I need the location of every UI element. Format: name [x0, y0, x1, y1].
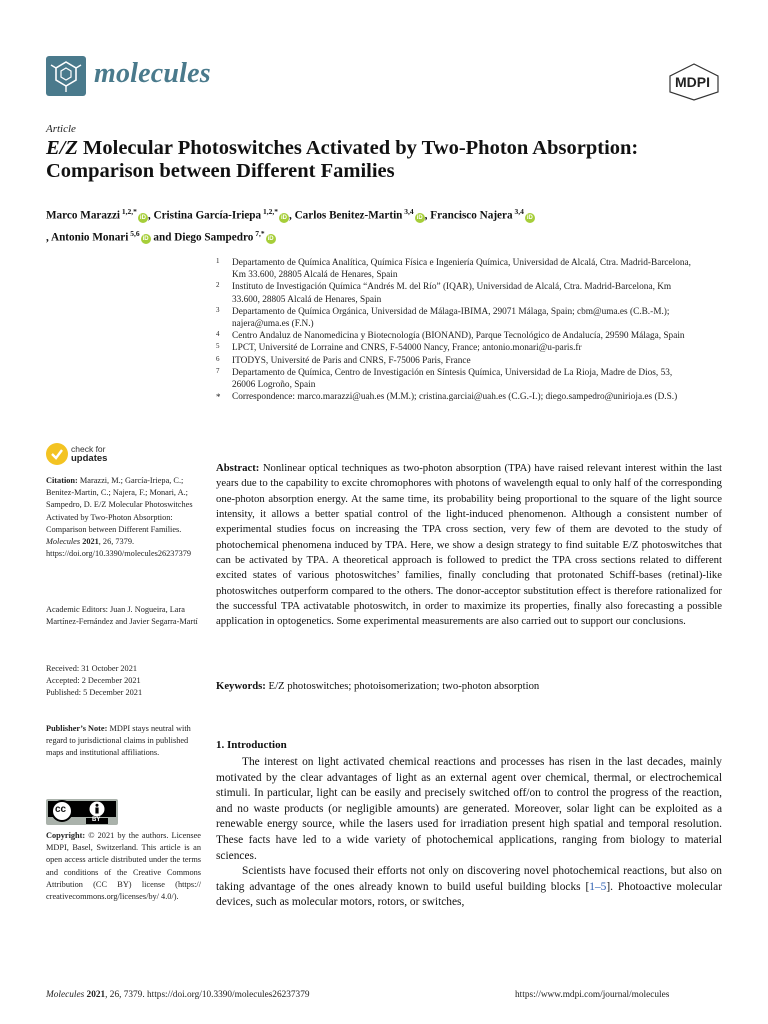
affiliation-text: LPCT, Université de Lorraine and CNRS, F-54000 Nancy, France; antonio.monari@u-paris.fr [232, 343, 582, 354]
citation-text: Marazzi, M.; García-Iriepa, C.; Benitez-Martin, C.; Najera, F.; Monari, A.; Sampedro, D. E/Z Molecular Photoswitches Activated by Two-Photon Absorption: Comparison between Different Families. [46, 476, 193, 534]
affiliation-item [216, 306, 696, 330]
orcid-icon[interactable]: iD [416, 214, 423, 221]
author-name[interactable]: Cristina García-Iriepa [153, 209, 262, 222]
author-affiliation-sup: 5,6 [128, 228, 140, 238]
affiliation-number: 1 [216, 257, 220, 265]
molecules-logo-icon [46, 56, 86, 96]
copyright-block [46, 830, 201, 903]
accepted-date: Accepted: 2 December 2021 [46, 676, 141, 686]
affiliation-text: Departamento de Química Orgánica, Universidad de Málaga-IBIMA, 29071 Málaga, Spain; cbm@uma.es (C.B.-M.); najera@uma.es (F.N.) [232, 306, 670, 330]
introduction-body [216, 755, 722, 911]
citation-link[interactable]: 1–5 [589, 880, 607, 893]
affiliations-list [216, 257, 696, 403]
author-name[interactable]: Carlos Benitez-Martin [294, 209, 403, 222]
mdpi-text: MDPI [675, 74, 710, 90]
affiliation-text: ITODYS, Université de Paris and CNRS, F-75006 Paris, France [232, 355, 471, 366]
publisher-note [46, 723, 201, 760]
by-text: BY [92, 817, 101, 823]
article-type: Article [46, 123, 76, 135]
footer-year: 2021 [86, 990, 106, 1000]
affiliation-number: 3 [216, 305, 220, 314]
abstract-text: Nonlinear optical techniques as two-photon absorption (TPA) have raised relevant interest within the last years due to the capability to excite chromophores with photons of wavelength equal to only half of the corresponding one-photon absorption energy. At the same time, its probability being proportional to the square of the light source intensity, it allows a better spatial control of the light-induced phenomenon. Although a consistent number of experimental studies focus on increasing the TPA cross section, very few of them are devoted to the study of photochemical phenomena induced by TPA. Here, we show a design strategy to find suitable E/Z photoswitches that can be activated by TPA. A theoretical approach is followed to predict the TPA cross sections related to different excited states of various photoswitches’ families, finally concluding that protonated Schiff-bases (retinal)-like photoswitches outperform compared to the others. The donor-acceptor substitution effect is therefore rationalized for the successful TPA activatable photoswitch, in order to maximize its properties, finally also forecasting a possible application in optogenetics. Some experimental measurements are also carried out to support our conclusions. [216, 462, 722, 628]
author-affiliation-sup: 1,2,* [120, 207, 137, 216]
author-name[interactable]: Francisco Najera [430, 209, 513, 222]
title-rest: Molecular Photoswitches Activated by Two-Photon Absorption: Comparison between Different Families [46, 137, 639, 182]
affiliation-item [216, 342, 696, 354]
section-heading-introduction: 1. Introduction [216, 739, 287, 751]
mdpi-logo[interactable] [666, 62, 722, 102]
abstract [216, 461, 722, 630]
affiliation-number: 2 [216, 281, 220, 290]
keywords-label: Keywords: [216, 680, 266, 692]
check-updates-icon [46, 443, 68, 465]
affiliation-text: Correspondence: marco.marazzi@uah.es (M.M.); cristina.garciai@uah.es (C.G.-I.); diego.sampedro@unirioja.es (D.S.) [232, 392, 678, 403]
author-affiliation-sup: 7,* [253, 228, 265, 238]
author-affiliation-sup: 3,4 [512, 207, 524, 216]
affiliation-number: 7 [216, 366, 220, 375]
affiliation-number: * [216, 392, 221, 403]
cc-text: cc [55, 804, 67, 815]
citation-year: 2021 [82, 537, 99, 547]
author-name[interactable]: Antonio Monari [50, 231, 129, 244]
affiliation-item [216, 355, 696, 367]
keywords-text: E/Z photoswitches; photoisomerization; two-photon absorption [265, 680, 540, 692]
orcid-icon[interactable]: iD [142, 236, 149, 243]
footer-doi[interactable]: , 26, 7379. https://doi.org/10.3390/molecules26237379 [105, 990, 310, 1000]
intro-paragraph-2 [216, 864, 722, 911]
publisher-note-text: MDPI stays neutral with regard to jurisdictional claims in published maps and institutional affiliations. [46, 724, 191, 758]
journal-name: molecules [94, 58, 211, 89]
copyright-text: © 2021 by the authors. Licensee MDPI, Basel, Switzerland. This article is an open access article distributed under the terms and conditions of the Creative Commons Attribution (CC BY) license (https:// creativecommons.org/licenses/by/ 4.0/). [46, 831, 201, 902]
orcid-icon[interactable]: iD [281, 214, 287, 221]
footer-journal: Molecules [46, 990, 85, 1000]
orcid-icon[interactable]: iD [139, 214, 146, 221]
footer-journal-url[interactable]: https://www.mdpi.com/journal/molecules [515, 990, 670, 1000]
affiliation-number: 5 [216, 342, 220, 351]
footer-citation [46, 990, 310, 1000]
published-date: Published: 5 December 2021 [46, 688, 143, 698]
affiliation-item [216, 257, 696, 281]
abstract-label: Abstract: [216, 462, 260, 474]
affiliation-number: 6 [216, 354, 220, 363]
affiliation-text: Departamento de Química, Centro de Investigación en Síntesis Química, Universidad de La Rioja, Madre de Dios, 53, 26006 Logroño, Spain [232, 367, 673, 391]
publication-dates [46, 663, 201, 700]
keywords [216, 679, 722, 694]
title-italic-part: E/Z [46, 137, 78, 159]
copyright-label: Copyright: [46, 831, 86, 840]
orcid-icon[interactable]: iD [526, 214, 533, 221]
intro-p2-text-b: ]. Photoactive molecular devices, such as molecular motors, rotors, or switches, [216, 880, 722, 909]
author-affiliation-sup: 1,2,* [261, 207, 278, 216]
affiliation-number: 4 [216, 330, 220, 339]
check-for-updates-button[interactable] [46, 443, 136, 467]
affiliation-item [216, 391, 696, 403]
citation-label: Citation: [46, 476, 78, 485]
authors-and: and [150, 231, 175, 244]
author-list: Marco Marazzi $^{1,2,*}$iD , Cristina García-Iriepa $^{1,2,*}$iD , Carlos Benitez-Martin $^{3,4}$iD , Francisco Najera $^{3,4}$iD , Antonio Monari $^{5,6}$iD and Diego Sampedro $^{7,*}$iD [46, 207, 533, 244]
intro-p2-text-a: Scientists have focused their efforts not only on discovering novel photochemical reactions, but also on taking advantage of the ones already known to build useful building blocks [ [216, 865, 722, 893]
intro-paragraph-1: The interest on light activated chemical reactions and processes has risen in the last decades, mainly motivated by the clear advantages of light as an external agent over chemical, thermal, or electrochemical stimuli. In particular, light can be easily and precisely switched off/on to control the progress of the reaction, and no waste products (or negligible amounts) are generated. Moreover, solar light can be exploited as a renewable energy source, while the lasers used for irradiation present high spatial and temporal resolution. These facts have led to a wide variety of photochemical applications, ranging from biology to material sciences. [216, 756, 722, 862]
affiliation-text: Departamento de Química Analítica, Química Física e Ingeniería Química, Universidad de Alcalá, Ctra. Madrid-Barcelona, Km 33.600, 28805 Alcalá de Henares, Spain [232, 258, 691, 281]
orcid-icon[interactable]: iD [267, 236, 274, 243]
check-updates-line1: check for [71, 444, 106, 454]
received-date: Received: 31 October 2021 [46, 664, 138, 673]
check-updates-line2: updates [71, 453, 108, 464]
author-name[interactable]: Marco Marazzi [46, 209, 121, 222]
article-title [46, 137, 726, 183]
affiliation-text: Instituto de Investigación Química “Andrés M. del Río” (IQAR), Universidad de Alcalá, Ctra. Madrid-Barcelona, Km 33.600, 28805 Alcalá de Henares, Spain [232, 282, 672, 305]
author-affiliation-sup: 3,4 [402, 207, 414, 216]
affiliation-text: Centro Andaluz de Nanomedicina y Biotecnología (BIONAND), Parque Tecnológico de Andalucía, 29590 Málaga, Spain [232, 331, 685, 342]
publisher-note-label: Publisher’s Note: [46, 724, 108, 733]
affiliation-item [216, 330, 696, 342]
citation-vol-doi[interactable]: , 26, 7379. https://doi.org/10.3390/molecules26237379 [46, 537, 192, 559]
cc-by-license-badge[interactable] [46, 799, 118, 825]
citation-block [46, 475, 201, 560]
author-name[interactable]: Diego Sampedro [174, 231, 254, 244]
citation-journal: Molecules [46, 537, 81, 547]
affiliation-item [216, 367, 696, 391]
affiliation-item [216, 281, 696, 305]
academic-editors: Academic Editors: Juan J. Nogueira, Lara Martínez-Fernández and Javier Segarra-Martí [46, 605, 198, 627]
